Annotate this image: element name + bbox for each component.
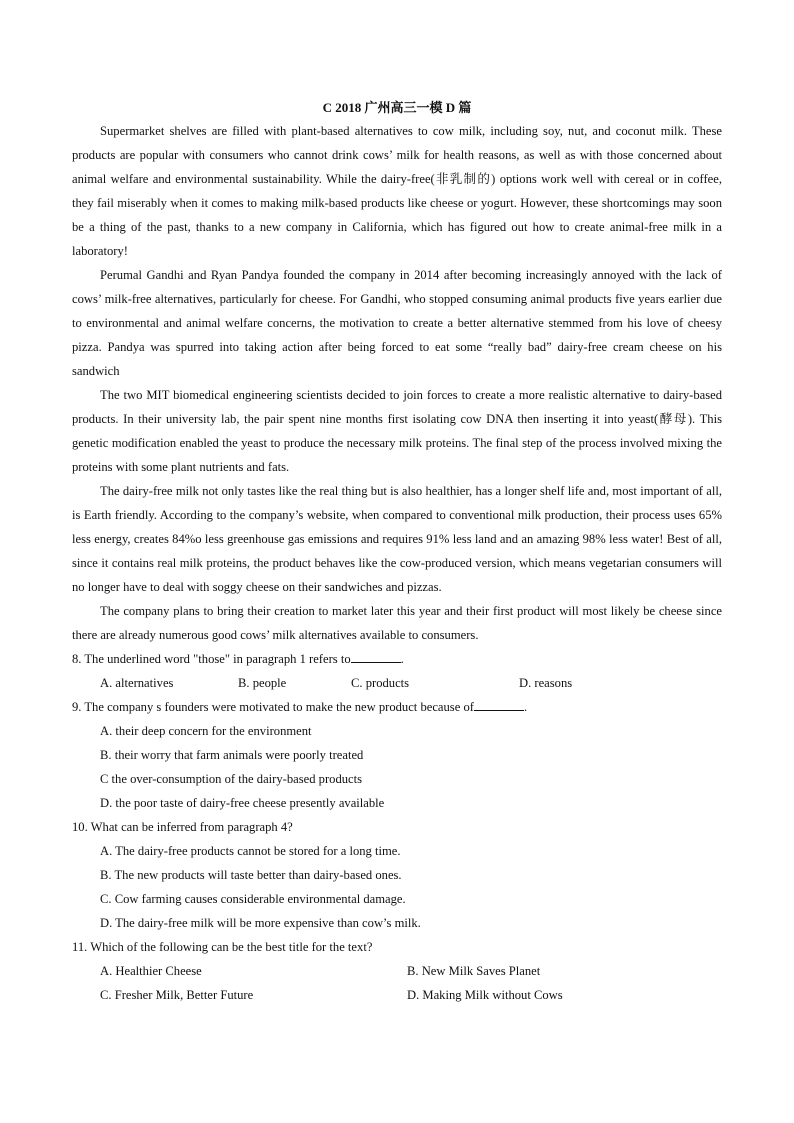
question-stem-end: . [523,700,528,714]
options-row [72,959,722,983]
answer-blank [351,649,401,663]
passage-paragraph-3: The two MIT biomedical engineering scientists decided to join forces to create a more realistic alternative to dairy-based products. In their university lab, the pair spent nine months first isolating cow DNA then inserting it into yeast(酵母). This genetic modification enabled the yeast to produce the necessary milk proteins. The final step of the process involved mixing the proteins with some plant nutrients and fats. [72,388,722,474]
option-a: A. Healthier Cheese [100,964,202,978]
document-page [72,97,722,1007]
options-row [72,983,722,1007]
option-a: A. their deep concern for the environment [100,724,312,738]
question-stem: 11. Which of the following can be the best title for the text? [72,940,373,954]
option-d: D. Making Milk without Cows [407,988,563,1002]
option-c: C. Cow farming causes considerable environmental damage. [100,892,406,906]
option-d: D. reasons [519,676,573,690]
question-11 [72,935,722,1007]
passage-paragraph-2: Perumal Gandhi and Ryan Pandya founded the company in 2014 after becoming increasingly annoyed with the lack of cows’ milk-free alternatives, particularly for cheese. For Gandhi, who stopped consuming animal products five years earlier due to environmental and animal welfare concerns, the motivation to create a better alternative stemmed from his love of cheesy pizza. Pandya was spurred into taking action after being forced to eat some “really bad” dairy-free cream cheese on his sandwich [72,268,722,378]
option-c: C the over-consumption of the dairy-based products [100,772,363,786]
passage-paragraph-4: The dairy-free milk not only tastes like the real thing but is also healthier, has a longer shelf life and, most important of all, is Earth friendly. According to the company’s website, when compared to conventional milk production, their process uses 65% less energy, creates 84%o less greenhouse gas emissions and requires 91% less land and an amazing 98% less water! Best of all, since it contains real milk proteins, the product behaves like the cow-produced version, which means vegetarian consumers will no longer have to deal with soggy cheese on their sandwiches and pizzas. [72,484,722,594]
option-c: C. Fresher Milk, Better Future [100,988,254,1002]
question-10 [72,815,722,935]
option-b: B. New Milk Saves Planet [407,964,541,978]
passage-paragraph-1: Supermarket shelves are filled with plant-based alternatives to cow milk, including soy, nut, and coconut milk. These products are popular with consumers who cannot drink cows’ milk for health reasons, as well as with those concerned about animal welfare and environmental sustainability. While the dairy-free(非乳制的) options work well with cereal or in coffee, they fail miserably when it comes to making milk-based products like cheese or yogurt. However, these shortcomings may soon be a thing of the past, thanks to a new company in California, which has figured out how to create animal-free milk in a laboratory! [72,124,722,258]
question-9 [72,695,722,815]
question-8 [72,647,722,695]
option-b: B. The new products will taste better than dairy-based ones. [100,868,402,882]
question-stem: 10. What can be inferred from paragraph 4? [72,820,293,834]
answer-blank [474,697,524,711]
option-b: B. people [238,676,287,690]
options-row [72,671,722,695]
option-c: C. products [351,676,410,690]
option-b: B. their worry that farm animals were poorly treated [100,748,364,762]
option-a: A. alternatives [100,676,174,690]
question-stem: 8. The underlined word "those" in paragraph 1 refers to [72,652,351,666]
passage-paragraph-5: The company plans to bring their creation to market later this year and their first product will most likely be cheese since there are already numerous good cows’ milk alternatives available to consumers. [72,604,722,642]
question-stem-end: . [400,652,404,666]
question-stem: 9. The company s founders were motivated to make the new product because of [72,700,474,714]
option-d: D. The dairy-free milk will be more expensive than cow’s milk. [100,916,421,930]
document-title: C 2018 广州高三一模 D 篇 [322,100,472,115]
option-a: A. The dairy-free products cannot be stored for a long time. [100,844,401,858]
option-d: D. the poor taste of dairy-free cheese presently available [100,796,385,810]
